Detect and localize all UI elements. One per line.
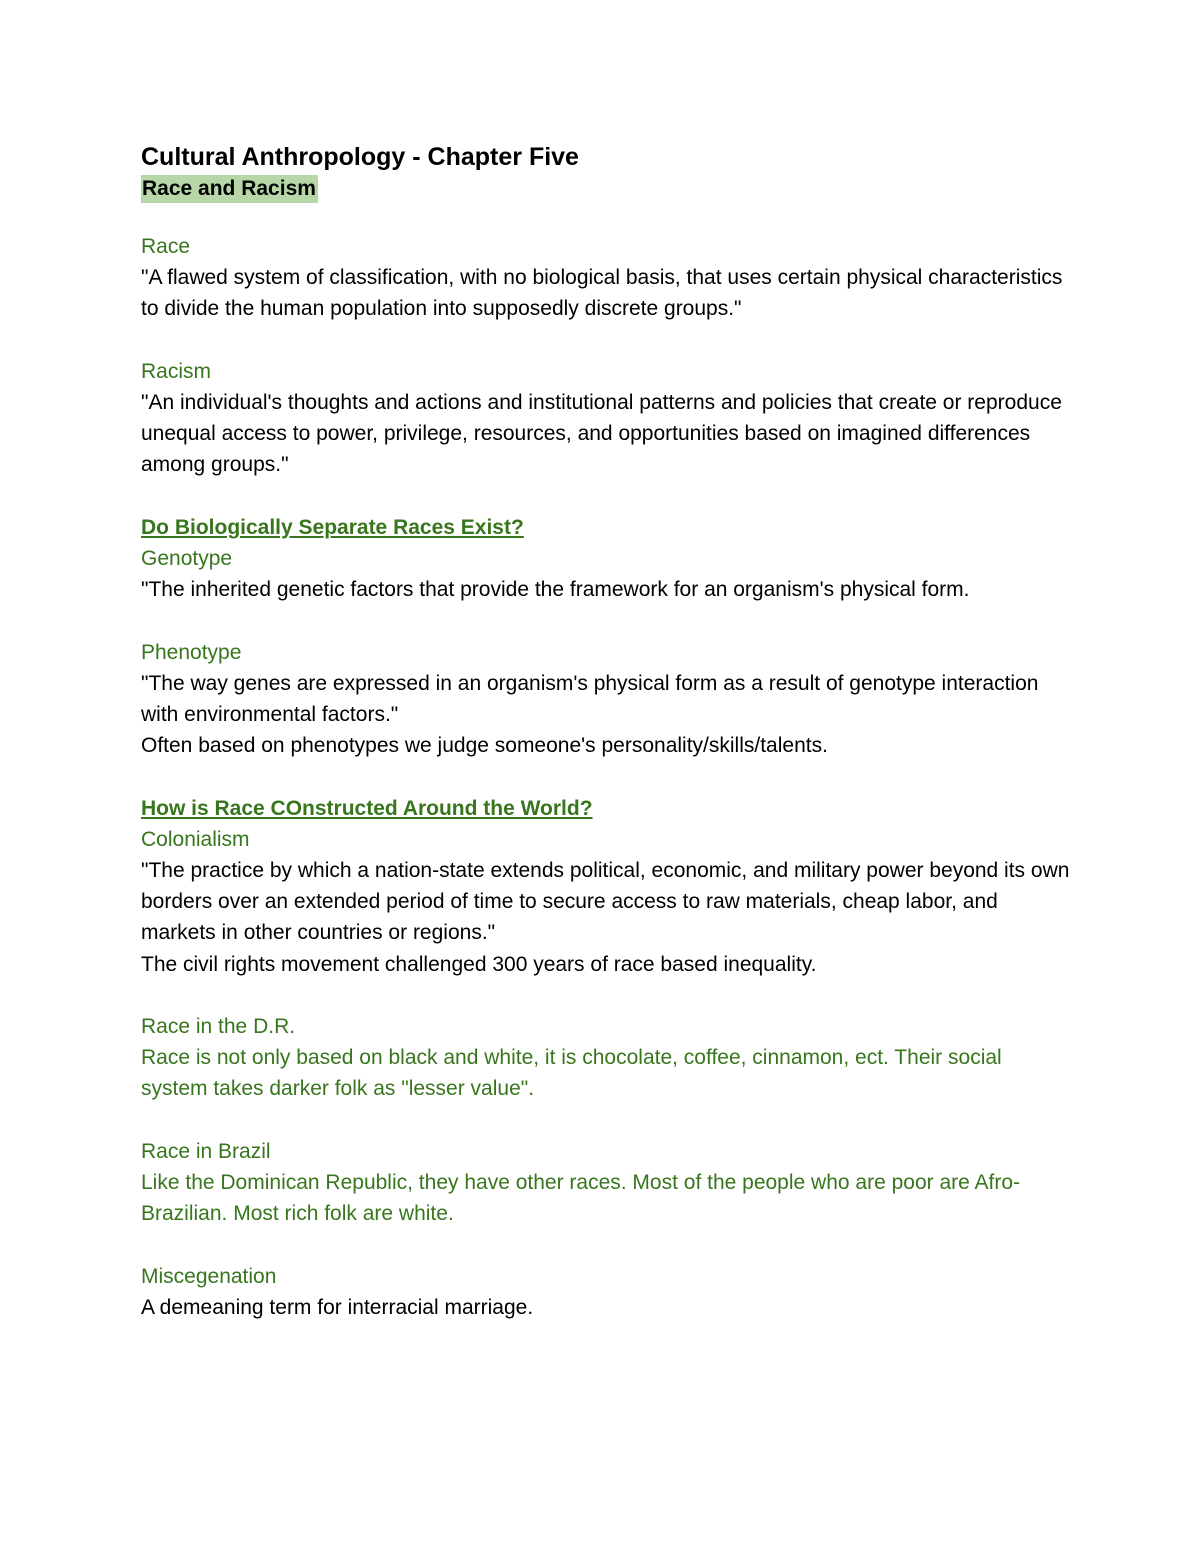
definition-miscegenation: A demeaning term for interracial marriage. bbox=[141, 1295, 534, 1319]
note-colonialism: The civil rights movement challenged 300 years of race based inequality. bbox=[141, 952, 817, 976]
page-subtitle: Race and Racism bbox=[141, 175, 318, 203]
term-race-dr: Race in the D.R. bbox=[141, 1015, 296, 1038]
document-page bbox=[141, 139, 1071, 1323]
term-race: Race bbox=[141, 235, 191, 258]
definition-genotype: "The inherited genetic factors that provide the framework for an organism's physical form. bbox=[141, 578, 970, 602]
definition-race: "A flawed system of classification, with no biological basis, that uses certain physical characteristics to divide the human population into supposedly discrete groups." bbox=[141, 266, 1063, 321]
term-race-brazil: Race in Brazil bbox=[141, 1139, 271, 1163]
notes-body bbox=[141, 203, 1071, 1323]
term-colonialism: Colonialism bbox=[141, 827, 250, 851]
note-phenotype: Often based on phenotypes we judge someone's personality/skills/talents. bbox=[141, 734, 828, 758]
definition-race-brazil: Like the Dominican Republic, they have other races. Most of the people who are poor are Afro-Brazilian. Most rich folk are white. bbox=[141, 1171, 1020, 1226]
definition-race-dr: Race is not only based on black and white, it is chocolate, coffee, cinnamon, ect. Their social system takes darker folk as "lesser value". bbox=[141, 1046, 1002, 1101]
term-genotype: Genotype bbox=[141, 547, 233, 570]
term-racism: Racism bbox=[141, 359, 212, 383]
section-heading-race-constructed: How is Race COnstructed Around the World? bbox=[141, 796, 593, 820]
term-miscegenation: Miscegenation bbox=[141, 1264, 277, 1288]
page-title: Cultural Anthropology - Chapter Five bbox=[141, 143, 579, 171]
section-heading-biological-races: Do Biologically Separate Races Exist? bbox=[141, 515, 524, 539]
term-phenotype: Phenotype bbox=[141, 640, 242, 664]
definition-colonialism: "The practice by which a nation-state extends political, economic, and military power beyond its own borders over an extended period of time to secure access to raw materials, cheap labor, and markets in other countries or regions." bbox=[141, 859, 1070, 945]
definition-phenotype: "The way genes are expressed in an organism's physical form as a result of genotype interaction with environmental factors." bbox=[141, 671, 1039, 726]
definition-racism: "An individual's thoughts and actions and institutional patterns and policies that create or reproduce unequal access to power, privilege, resources, and opportunities based on imagined differences among groups." bbox=[141, 391, 1062, 477]
